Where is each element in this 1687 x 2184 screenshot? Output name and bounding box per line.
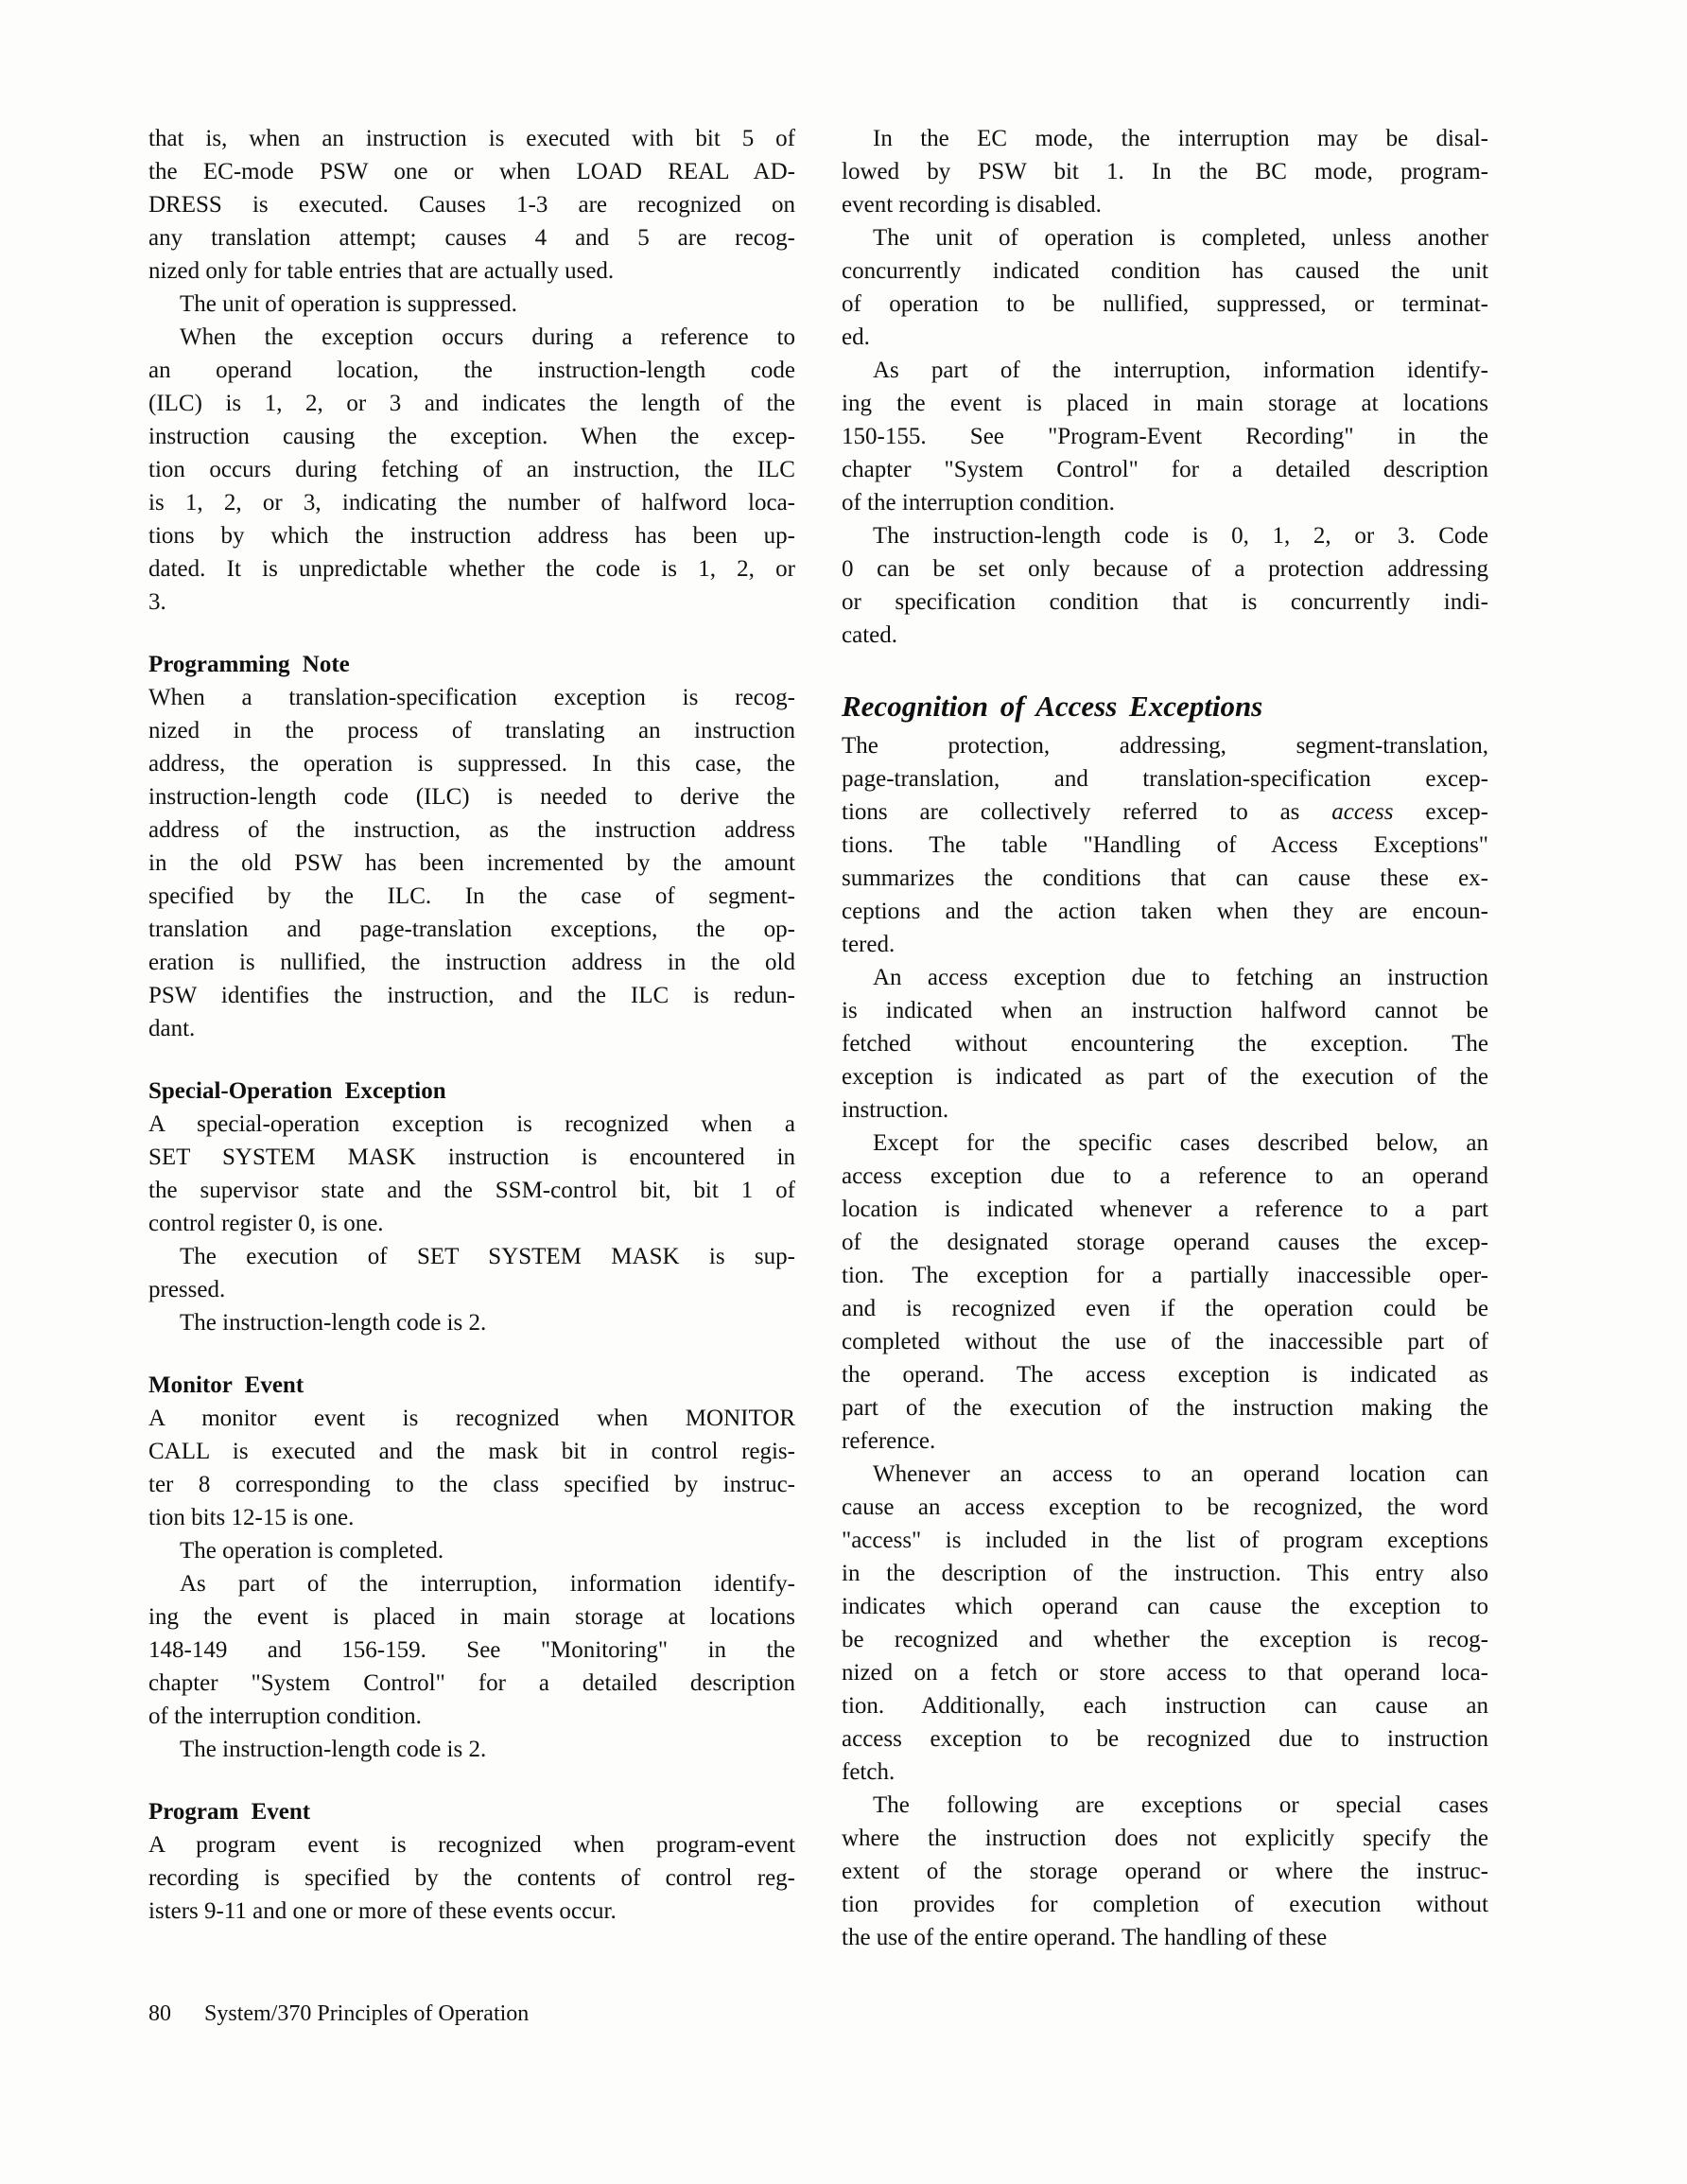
text-line: address, the operation is suppressed. In this case, the (148, 751, 795, 777)
text-line: an operand location, the instruction-length code (148, 358, 795, 383)
text-line: 148-149 and 156-159. See "Monitoring" in the (148, 1637, 795, 1663)
text-line: in the old PSW has been incremented by the amount (148, 850, 795, 876)
page-number: 80 (148, 2001, 171, 2026)
text-line: cated. (842, 622, 897, 648)
paragraph (842, 729, 1488, 961)
paragraph (148, 1534, 795, 1567)
text-line: address of the instruction, as the instruction address (148, 817, 795, 843)
text-line: chapter "System Control" for a detailed description (842, 457, 1488, 482)
paragraph (842, 122, 1488, 221)
text-line: tions. The table "Handling of Access Exceptions" (842, 832, 1488, 858)
text-line: access exception to be recognized due to instruction (842, 1726, 1488, 1752)
text-line: instruction causing the exception. When the excep- (148, 424, 795, 449)
text-line: chapter "System Control" for a detailed description (148, 1670, 795, 1696)
text-line: The following are exceptions or special cases (873, 1792, 1488, 1818)
text-line: The unit of operation is suppressed. (180, 291, 517, 317)
text-line: As part of the interruption, information identify- (180, 1571, 795, 1597)
paragraph (842, 1789, 1488, 1954)
text-line: or specification condition that is concurrently indi- (842, 589, 1488, 615)
text-line: completed without the use of the inaccessible part of (842, 1329, 1488, 1354)
text-line: As part of the interruption, information identify- (873, 358, 1488, 383)
text-line: summarizes the conditions that can cause these ex- (842, 865, 1488, 891)
text-line: tion. The exception for a partially inaccessible oper- (842, 1263, 1488, 1288)
text-line: fetch. (842, 1759, 896, 1785)
text-line: SET SYSTEM MASK instruction is encountered in (148, 1144, 795, 1170)
subsection-heading: Special-Operation Exception (148, 1078, 446, 1104)
text-line: that is, when an instruction is executed with bit 5 of (148, 126, 795, 151)
paragraph (148, 122, 795, 288)
text-line: dant. (148, 1016, 196, 1041)
text-line: part of the execution of the instruction making the (842, 1395, 1488, 1421)
footer-title: System/370 Principles of Operation (204, 2001, 530, 2026)
text-line: in the description of the instruction. This entry also (842, 1561, 1488, 1586)
paragraph (842, 354, 1488, 519)
text-line: location is indicated whenever a reference to a part (842, 1197, 1488, 1222)
text-line: CALL is executed and the mask bit in control regis- (148, 1439, 795, 1464)
paragraph (148, 1567, 795, 1733)
paragraph (148, 1733, 795, 1766)
text-line: is indicated when an instruction halfword cannot be (842, 998, 1488, 1023)
paragraph (842, 221, 1488, 354)
text-line: The unit of operation is completed, unless another (873, 225, 1488, 251)
text-line: exception is indicated as part of the execution of the (842, 1064, 1488, 1090)
text-line: An access exception due to fetching an instruction (873, 965, 1488, 990)
text-line: access exception due to a reference to an operand (842, 1163, 1488, 1189)
text-line: tions are collectively referred to as access excep- (842, 799, 1488, 825)
subsection-heading: Programming Note (148, 652, 350, 677)
text-line: the operand. The access exception is indicated as (842, 1362, 1488, 1388)
text-line: In the EC mode, the interruption may be disal- (873, 126, 1488, 151)
paragraph (842, 519, 1488, 652)
text-line: tion provides for completion of execution without (842, 1892, 1488, 1917)
text-line: cause an access exception to be recognized, the word (842, 1494, 1488, 1520)
text-line: tion bits 12-15 is one. (148, 1505, 355, 1530)
text-line: tion. Additionally, each instruction can cause an (842, 1693, 1488, 1719)
text-line: be recognized and whether the exception is recog- (842, 1627, 1488, 1652)
subsection-heading: Program Event (148, 1799, 311, 1825)
text-line: of the interruption condition. (842, 490, 1115, 515)
paragraph (148, 1306, 795, 1339)
text-line: (ILC) is 1, 2, or 3 and indicates the length of the (148, 391, 795, 416)
text-line: tion occurs during fetching of an instruction, the ILC (148, 457, 795, 482)
text-line: A special-operation exception is recognized when a (148, 1111, 795, 1137)
text-line: ing the event is placed in main storage at locations (148, 1604, 795, 1630)
text-line: ceptions and the action taken when they are encoun- (842, 899, 1488, 924)
text-line: concurrently indicated condition has caused the unit (842, 258, 1488, 284)
paragraph (148, 1402, 795, 1534)
text-line: reference. (842, 1428, 936, 1454)
text-line: recording is specified by the contents of control reg- (148, 1865, 795, 1891)
text-line: 3. (148, 589, 166, 615)
text-line: When the exception occurs during a reference to (180, 324, 795, 350)
text-line: DRESS is executed. Causes 1-3 are recognized on (148, 192, 795, 218)
text-line: dated. It is unpredictable whether the code is 1, 2, or (148, 556, 795, 582)
text-line: ing the event is placed in main storage at locations (842, 391, 1488, 416)
text-line: PSW identifies the instruction, and the ILC is redun- (148, 983, 795, 1008)
text-line: The instruction-length code is 2. (180, 1737, 487, 1762)
text-line: When a translation-specification exception is recog- (148, 685, 795, 710)
text-line: the use of the entire operand. The handling of these (842, 1925, 1328, 1950)
text-line: control register 0, is one. (148, 1211, 384, 1236)
text-line: the EC-mode PSW one or when LOAD REAL AD- (148, 159, 795, 184)
page-footer (148, 1998, 529, 2031)
text-line: and is recognized even if the operation could be (842, 1296, 1488, 1321)
text-line: instruction. (842, 1097, 949, 1123)
text-line: of operation to be nullified, suppressed, or terminat- (842, 291, 1488, 317)
text-line: isters 9-11 and one or more of these events occur. (148, 1898, 617, 1924)
text-line: instruction-length code (ILC) is needed to derive the (148, 784, 795, 810)
subsection-heading: Monitor Event (148, 1372, 304, 1398)
text-line: "access" is included in the list of program exceptions (842, 1528, 1488, 1553)
text-line: where the instruction does not explicitly specify the (842, 1826, 1488, 1851)
text-line: eration is nullified, the instruction address in the old (148, 950, 795, 975)
paragraph (148, 681, 795, 1045)
text-line: Whenever an access to an operand location can (873, 1461, 1488, 1487)
text-line: nized in the process of translating an instruction (148, 718, 795, 743)
text-line: fetched without encountering the exception. The (842, 1031, 1488, 1057)
paragraph (842, 1127, 1488, 1458)
text-line: nized on a fetch or store access to that operand loca- (842, 1660, 1488, 1686)
text-line: extent of the storage operand or where the instruc- (842, 1859, 1488, 1884)
text-line: Except for the specific cases described below, an (873, 1130, 1488, 1156)
paragraph (148, 1108, 795, 1240)
text-line: tions by which the instruction address has been up- (148, 523, 795, 549)
text-line: of the designated storage operand causes the excep- (842, 1230, 1488, 1255)
text-line: The operation is completed. (180, 1538, 444, 1564)
text-line: The instruction-length code is 2. (180, 1310, 487, 1336)
text-line: ed. (842, 324, 870, 350)
text-line: tered. (842, 932, 896, 957)
text-line: The instruction-length code is 0, 1, 2, or 3. Code (873, 523, 1488, 549)
text-line: The execution of SET SYSTEM MASK is sup- (180, 1244, 795, 1269)
text-line: the supervisor state and the SSM-control bit, bit 1 of (148, 1178, 795, 1203)
text-line: 0 can be set only because of a protection addressing (842, 556, 1488, 582)
text-line: The protection, addressing, segment-translation, (842, 733, 1488, 759)
text-line: nized only for table entries that are actually used. (148, 258, 615, 284)
text-line: specified by the ILC. In the case of segment- (148, 883, 795, 909)
text-line: translation and page-translation exceptions, the op- (148, 917, 795, 942)
paragraph (148, 1240, 795, 1306)
text-line: A program event is recognized when program-event (148, 1832, 795, 1858)
paragraph (148, 288, 795, 321)
paragraph (148, 321, 795, 619)
paragraph (842, 961, 1488, 1127)
right-column (842, 122, 1488, 1954)
text-line: indicates which operand can cause the exception to (842, 1594, 1488, 1619)
paragraph (148, 1828, 795, 1928)
text-line: page-translation, and translation-specification excep- (842, 766, 1488, 792)
left-column (148, 122, 795, 1928)
paragraph (842, 1458, 1488, 1789)
italic-text: access (1331, 799, 1394, 825)
section-heading: Recognition of Access Exceptions (842, 690, 1263, 723)
text-line: of the interruption condition. (148, 1704, 422, 1729)
text-line: A monitor event is recognized when MONITOR (148, 1406, 795, 1431)
text-line: lowed by PSW bit 1. In the BC mode, program- (842, 159, 1488, 184)
text-line: any translation attempt; causes 4 and 5 are recog- (148, 225, 795, 251)
text-line: is 1, 2, or 3, indicating the number of halfword loca- (148, 490, 795, 515)
text-line: 150-155. See "Program-Event Recording" in the (842, 424, 1488, 449)
text-line: event recording is disabled. (842, 192, 1102, 218)
text-line: pressed. (148, 1277, 226, 1302)
text-line: ter 8 corresponding to the class specified by instruc- (148, 1472, 795, 1497)
